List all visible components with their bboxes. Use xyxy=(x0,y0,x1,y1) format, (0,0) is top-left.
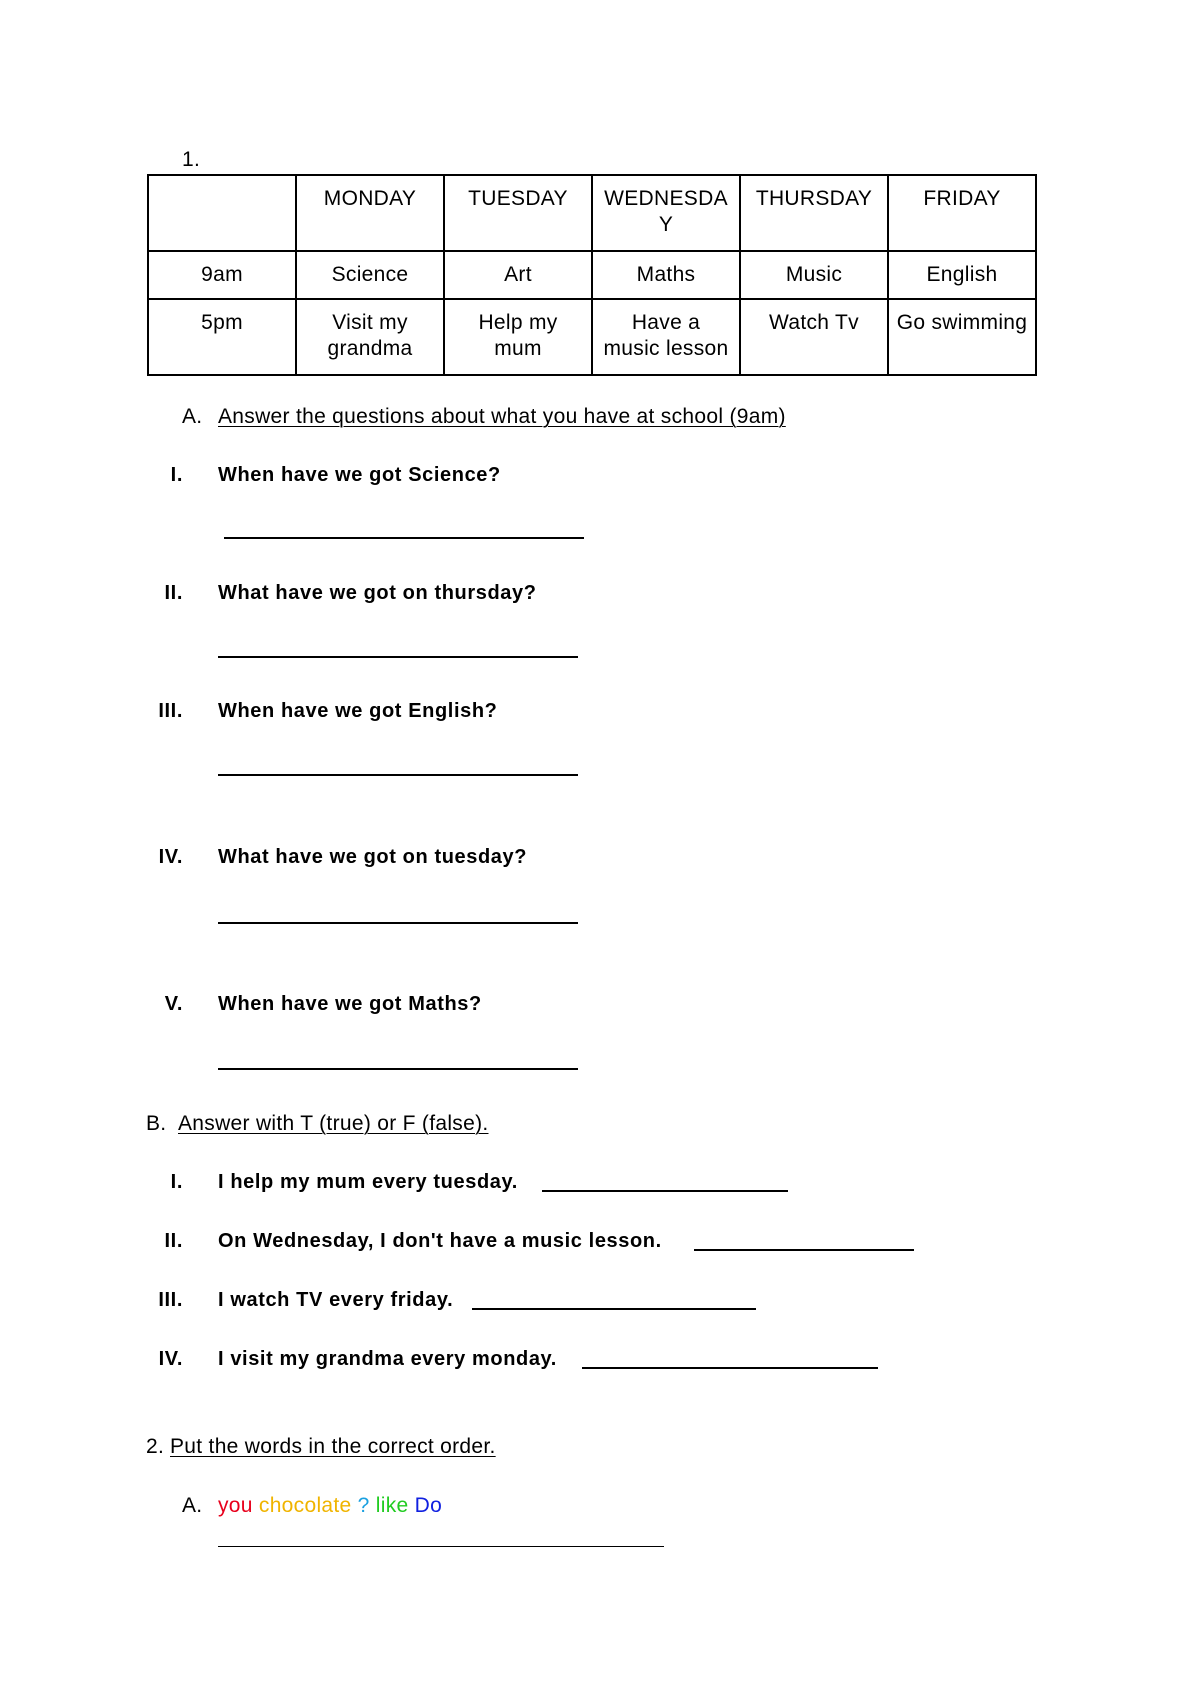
question-text: What have we got on thursday? xyxy=(218,582,537,604)
answer-line[interactable] xyxy=(218,1068,578,1070)
answer-line[interactable] xyxy=(218,1546,664,1547)
question-numeral: IV. xyxy=(158,846,183,868)
timetable xyxy=(147,174,1037,376)
exercise-1-number: 1. xyxy=(182,148,201,171)
table-cell: 5pm xyxy=(148,299,296,375)
table-cell: 9am xyxy=(148,251,296,299)
question-numeral: III. xyxy=(158,700,183,722)
part-b-instruction: Answer with T (true) or F (false). xyxy=(178,1112,489,1135)
answer-line[interactable] xyxy=(218,774,578,776)
word-chocolate: chocolate xyxy=(258,1494,352,1517)
table-header-row xyxy=(148,175,1036,251)
scrambled-words xyxy=(218,1494,442,1518)
part-a-instruction: Answer the questions about what you have at school (9am) xyxy=(218,405,786,428)
question-numeral: I. xyxy=(170,464,183,486)
answer-line[interactable] xyxy=(218,656,578,658)
table-row-5pm xyxy=(148,299,1036,375)
header-wednesday xyxy=(592,175,740,251)
item-a-marker: A. xyxy=(182,1494,203,1517)
exercise-2-instruction: Put the words in the correct order. xyxy=(170,1435,496,1458)
statement-numeral: IV. xyxy=(158,1348,183,1370)
table-cell: Maths xyxy=(592,251,740,299)
header-monday: MONDAY xyxy=(296,175,444,251)
table-cell: Science xyxy=(296,251,444,299)
table-cell: Go swimming xyxy=(888,299,1036,375)
header-wednesday-label: WEDNESDA Y xyxy=(604,187,728,236)
table-cell: Help my mum xyxy=(444,299,592,375)
statement-text: On Wednesday, I don't have a music lesson. xyxy=(218,1230,662,1252)
statement-numeral: II. xyxy=(164,1230,183,1252)
header-friday: FRIDAY xyxy=(888,175,1036,251)
question-text: When have we got English? xyxy=(218,700,498,722)
part-b-marker: B. xyxy=(146,1112,167,1135)
statement-numeral: I. xyxy=(170,1171,183,1193)
word-question-mark: ? xyxy=(357,1494,370,1517)
statement-numeral: III. xyxy=(158,1289,183,1311)
header-thursday: THURSDAY xyxy=(740,175,888,251)
table-cell: Watch Tv xyxy=(740,299,888,375)
exercise-2-number: 2. xyxy=(146,1435,165,1458)
answer-line[interactable] xyxy=(694,1249,914,1251)
answer-line[interactable] xyxy=(224,537,584,539)
header-tuesday: TUESDAY xyxy=(444,175,592,251)
table-cell: English xyxy=(888,251,1036,299)
table-corner-cell xyxy=(148,175,296,251)
table-cell: Visit my grandma xyxy=(296,299,444,375)
statement-text: I watch TV every friday. xyxy=(218,1289,454,1311)
answer-line[interactable] xyxy=(542,1190,788,1192)
question-numeral: II. xyxy=(164,582,183,604)
word-you: you xyxy=(218,1494,253,1517)
word-like: like xyxy=(375,1494,409,1517)
statement-text: I visit my grandma every monday. xyxy=(218,1348,557,1370)
table-row-9am xyxy=(148,251,1036,299)
question-text: When have we got Science? xyxy=(218,464,501,486)
part-a-marker: A. xyxy=(182,405,203,428)
question-text: When have we got Maths? xyxy=(218,993,482,1015)
table-cell: Art xyxy=(444,251,592,299)
word-do: Do xyxy=(414,1494,443,1517)
answer-line[interactable] xyxy=(582,1367,878,1369)
answer-line[interactable] xyxy=(472,1308,756,1310)
answer-line[interactable] xyxy=(218,922,578,924)
question-text: What have we got on tuesday? xyxy=(218,846,528,868)
statement-text: I help my mum every tuesday. xyxy=(218,1171,518,1193)
question-numeral: V. xyxy=(164,993,183,1015)
table-cell: Music xyxy=(740,251,888,299)
table-cell: Have a music lesson xyxy=(592,299,740,375)
